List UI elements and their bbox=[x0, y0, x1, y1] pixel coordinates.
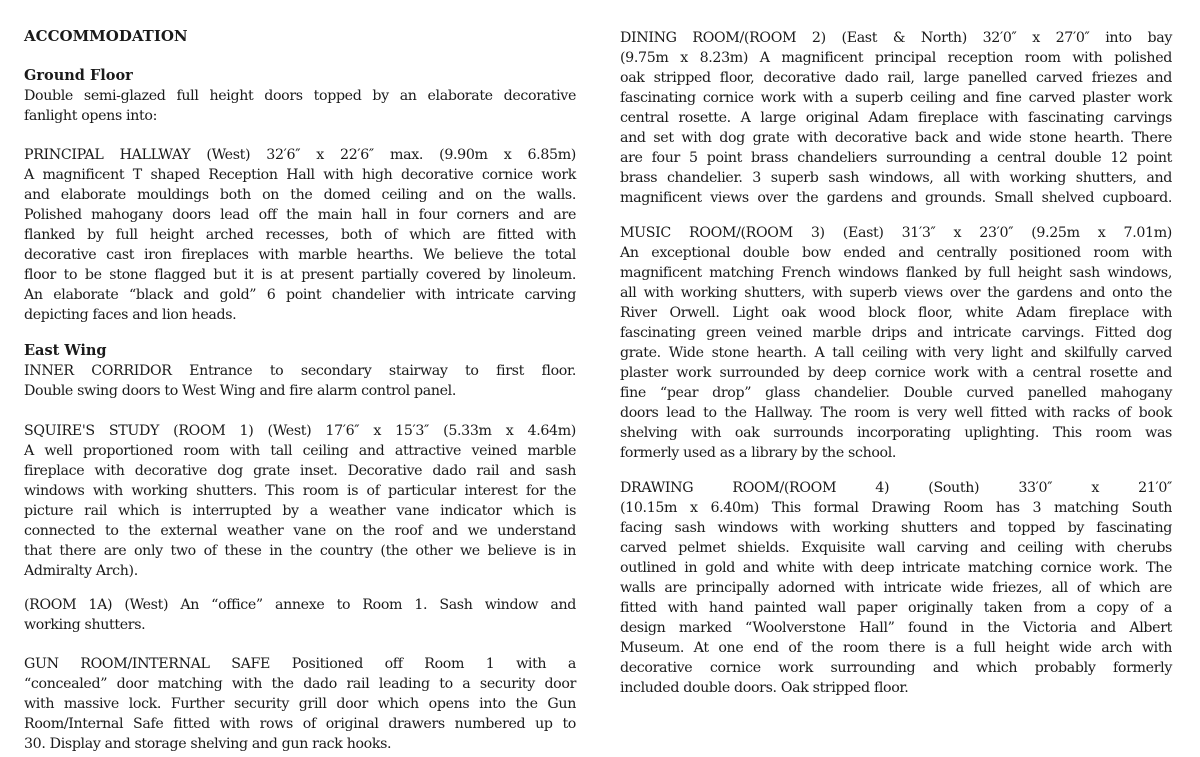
text-line: fitted with hand painted wall paper originally taken from a copy of a bbox=[620, 600, 1172, 616]
text-line: facing sash windows with working shutters and topped by fascinating bbox=[620, 520, 1172, 536]
text-line: Room/Internal Safe fitted with rows of original drawers numbered up to bbox=[24, 716, 576, 732]
ground-floor-heading: Ground Floor bbox=[24, 67, 133, 84]
text-line: A magnificent T shaped Reception Hall with high decorative cornice work bbox=[24, 167, 576, 183]
text-line: and set with dog grate with decorative back and wide stone hearth. There bbox=[620, 130, 1172, 146]
text-line: magnificent views over the gardens and grounds. Small shelved cupboard. bbox=[620, 190, 1172, 206]
text-line: windows with working shutters. This room is of particular interest for the bbox=[24, 483, 576, 499]
text-line: oak stripped floor, decorative dado rail, large panelled carved friezes and bbox=[620, 70, 1172, 86]
text-line: doors lead to the Hallway. The room is very well fitted with racks of book bbox=[620, 405, 1172, 421]
text-line: plaster work surrounded by deep cornice work with a central rosette and bbox=[620, 365, 1172, 381]
text-line: fanlight opens into: bbox=[24, 108, 157, 124]
text-line: outlined in gold and white with deep intricate matching cornice work. The bbox=[620, 560, 1172, 576]
text-line: included double doors. Oak stripped floor. bbox=[620, 680, 909, 696]
text-line: (10.15m x 6.40m) This formal Drawing Room has 3 matching South bbox=[620, 500, 1172, 516]
text-line: A well proportioned room with tall ceiling and attractive veined marble bbox=[24, 443, 576, 459]
east-wing-heading: East Wing bbox=[24, 342, 107, 359]
text-line: Double semi-glazed full height doors topped by an elaborate decorative bbox=[24, 88, 576, 104]
text-line: DINING ROOM/(ROOM 2) (East & North) 32′0″ x 27′0″ into bay bbox=[620, 30, 1172, 46]
text-line: (9.75m x 8.23m) A magnificent principal reception room with polished bbox=[620, 50, 1172, 66]
text-line: fireplace with decorative dog grate inset. Decorative dado rail and sash bbox=[24, 463, 576, 479]
text-line: An exceptional double bow ended and centrally positioned room with bbox=[620, 245, 1172, 261]
text-line: Museum. At one end of the room there is a full height wide arch with bbox=[620, 640, 1172, 656]
text-line: working shutters. bbox=[24, 617, 146, 633]
text-line: decorative cornice work surrounding and which probably formerly bbox=[620, 660, 1172, 676]
text-line: central rosette. A large original Adam fireplace with fascinating carvings bbox=[620, 110, 1172, 126]
text-line: INNER CORRIDOR Entrance to secondary stairway to first floor. bbox=[24, 363, 576, 379]
text-line: are four 5 point brass chandeliers surrounding a central double 12 point bbox=[620, 150, 1172, 166]
text-line: formerly used as a library by the school. bbox=[620, 445, 897, 461]
text-line: all with working shutters, with superb views over the gardens and onto the bbox=[620, 285, 1172, 301]
text-line: PRINCIPAL HALLWAY (West) 32′6″ x 22′6″ max. (9.90m x 6.85m) bbox=[24, 147, 576, 163]
text-line: “concealed” door matching with the dado rail leading to a security door bbox=[24, 676, 576, 692]
text-line: MUSIC ROOM/(ROOM 3) (East) 31′3″ x 23′0″ (9.25m x 7.01m) bbox=[620, 225, 1172, 241]
text-line: An elaborate “black and gold” 6 point chandelier with intricate carving bbox=[24, 287, 576, 303]
text-line: shelving with oak surrounds incorporating uplighting. This room was bbox=[620, 425, 1172, 441]
text-line: Double swing doors to West Wing and fire alarm control panel. bbox=[24, 383, 457, 399]
accommodation-title: ACCOMMODATION bbox=[24, 27, 188, 45]
text-line: DRAWING ROOM/(ROOM 4) (South) 33′0″ x 21′0″ bbox=[620, 480, 1172, 496]
text-line: fine “pear drop” glass chandelier. Double curved panelled mahogany bbox=[620, 385, 1172, 401]
text-line: flanked by full height arched recesses, both of which are fitted with bbox=[24, 227, 576, 243]
text-line: River Orwell. Light oak wood block floor, white Adam fireplace with bbox=[620, 305, 1172, 321]
text-line: walls are principally adorned with intricate wide friezes, all of which are bbox=[620, 580, 1172, 596]
text-line: decorative cast iron fireplaces with marble hearths. We believe the total bbox=[24, 247, 576, 263]
text-line: depicting faces and lion heads. bbox=[24, 307, 237, 323]
text-line: brass chandelier. 3 superb sash windows, all with working shutters, and bbox=[620, 170, 1172, 186]
text-line: fascinating cornice work with a superb ceiling and fine carved plaster work bbox=[620, 90, 1172, 106]
text-line: picture rail which is interrupted by a weather vane indicator which is bbox=[24, 503, 576, 519]
text-line: and elaborate mouldings both on the domed ceiling and on the walls. bbox=[24, 187, 576, 203]
text-line: floor to be stone flagged but it is at present partially covered by linoleum. bbox=[24, 267, 576, 283]
text-line: 30. Display and storage shelving and gun rack hooks. bbox=[24, 736, 392, 752]
text-line: GUN ROOM/INTERNAL SAFE Positioned off Room 1 with a bbox=[24, 656, 576, 672]
text-line: Polished mahogany doors lead off the main hall in four corners and are bbox=[24, 207, 576, 223]
text-line: that there are only two of these in the country (the other we believe is in bbox=[24, 543, 576, 559]
text-line: connected to the external weather vane on the roof and we understand bbox=[24, 523, 576, 539]
text-line: magnificent matching French windows flanked by full height sash windows, bbox=[620, 265, 1172, 281]
text-line: grate. Wide stone hearth. A tall ceiling with very light and skilfully carved bbox=[620, 345, 1172, 361]
text-line: (ROOM 1A) (West) An “office” annexe to Room 1. Sash window and bbox=[24, 597, 576, 613]
text-line: fascinating green veined marble drips and intricate carvings. Fitted dog bbox=[620, 325, 1172, 341]
text-line: design marked “Woolverstone Hall” found in the Victoria and Albert bbox=[620, 620, 1172, 636]
text-line: SQUIRE'S STUDY (ROOM 1) (West) 17′6″ x 15′3″ (5.33m x 4.64m) bbox=[24, 423, 576, 439]
text-line: Admiralty Arch). bbox=[24, 563, 138, 579]
text-line: carved pelmet shields. Exquisite wall carving and ceiling with cherubs bbox=[620, 540, 1172, 556]
text-line: with massive lock. Further security grill door which opens into the Gun bbox=[24, 696, 576, 712]
